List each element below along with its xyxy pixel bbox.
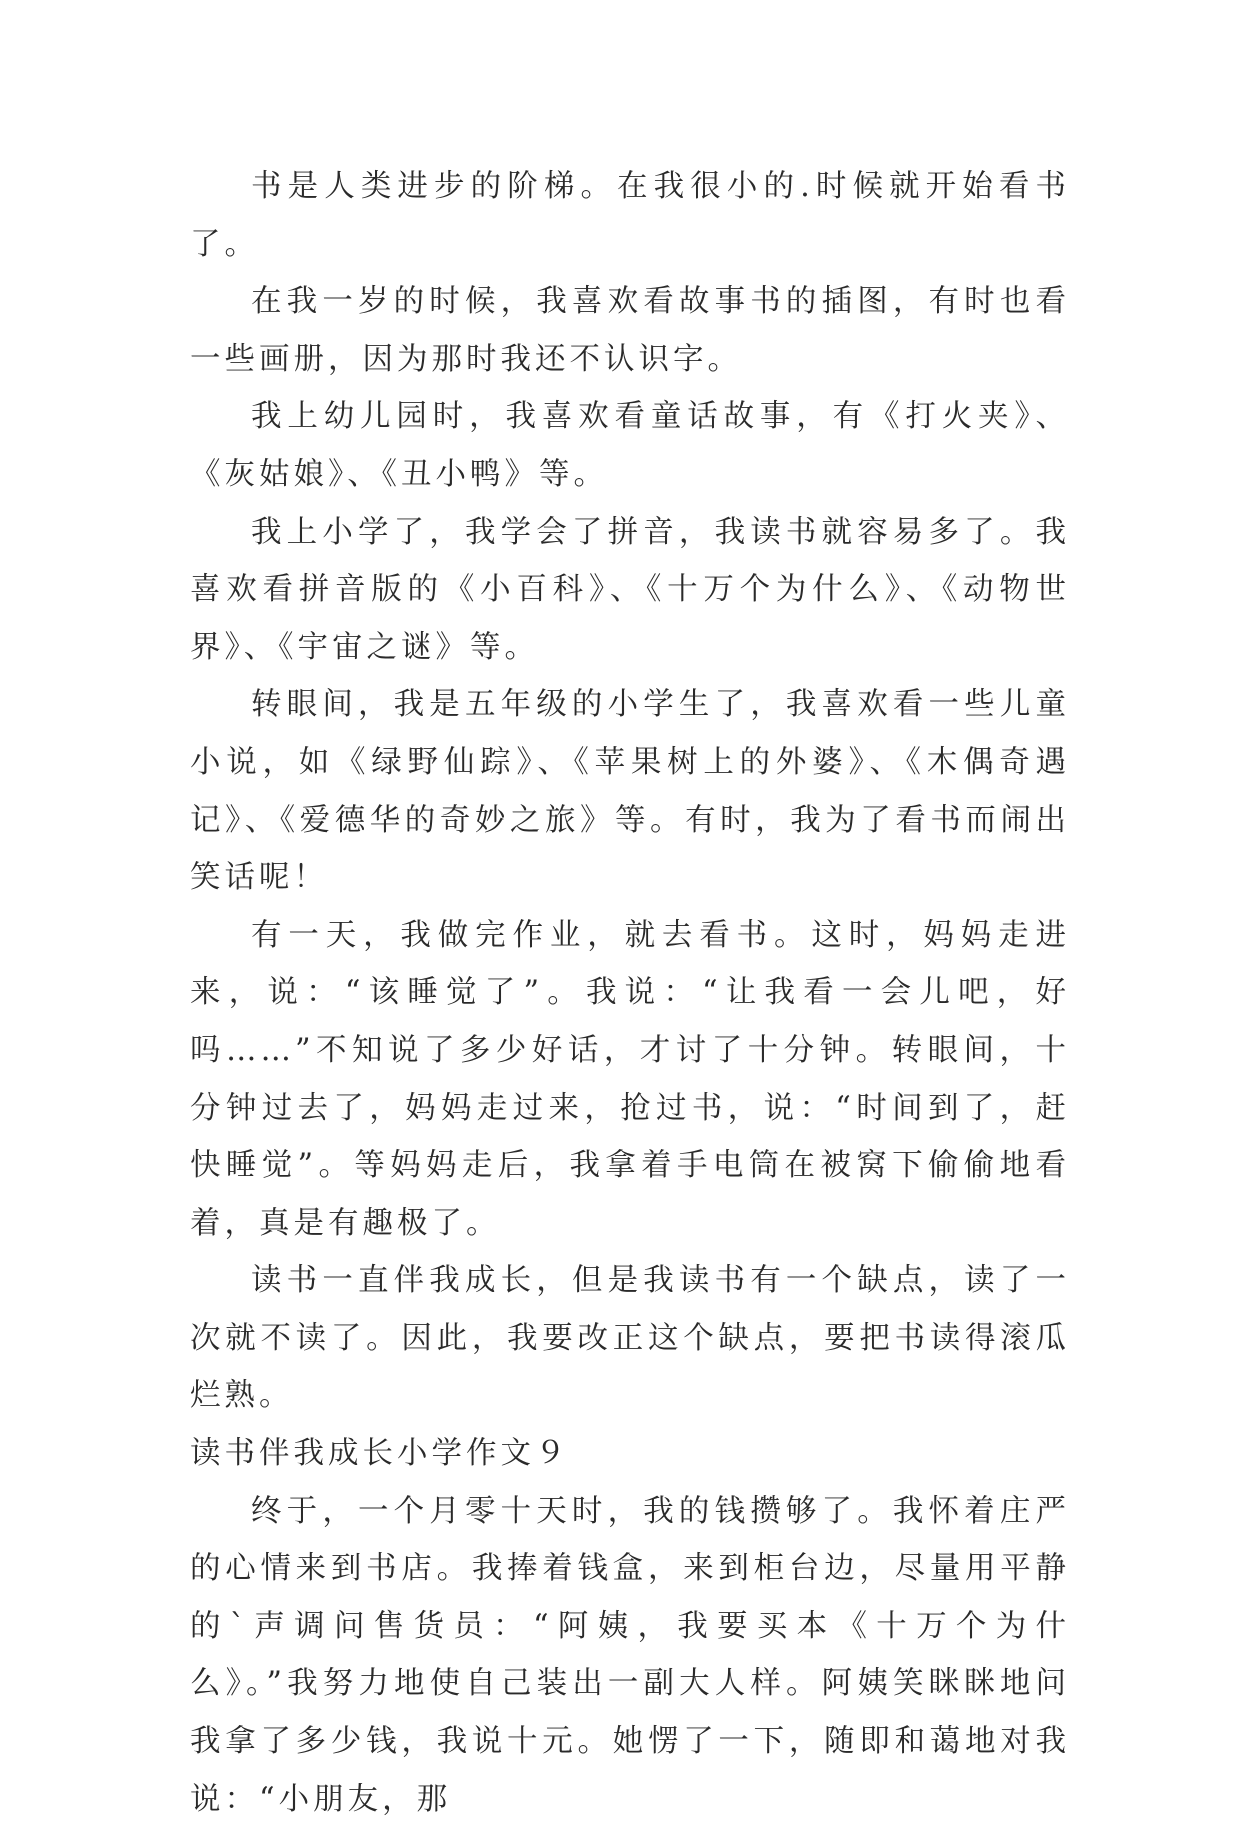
document-body bbox=[190, 158, 1070, 1828]
paragraph-4: 我上小学了，我学会了拼音，我读书就容易多了。我喜欢看拼音版的《小百科》、《十万个为什么》、《动物世界》、《宇宙之谜》等。 bbox=[190, 514, 1070, 665]
section-heading: 读书伴我成长小学作文９ bbox=[190, 1436, 570, 1472]
paragraph-3: 我上幼儿园时，我喜欢看童话故事，有《打火夹》、《灰姑娘》、《丑小鸭》等。 bbox=[190, 399, 1070, 492]
paragraph-7: 读书一直伴我成长，但是我读书有一个缺点，读了一次就不读了。因此，我要改正这个缺点，要把书读得滚瓜烂熟。 bbox=[190, 1263, 1070, 1414]
paragraph-5: 转眼间，我是五年级的小学生了，我喜欢看一些儿童小说，如《绿野仙踪》、《苹果树上的外婆》、《木偶奇遇记》、《爱德华的奇妙之旅》等。有时，我为了看书而闹出笑话呢！ bbox=[190, 687, 1070, 896]
paragraph-1: 书是人类进步的阶梯。在我很小的.时候就开始看书了。 bbox=[190, 169, 1070, 262]
paragraph-8: 终于，一个月零十天时，我的钱攒够了。我怀着庄严的心情来到书店。我捧着钱盒，来到柜台边，尽量用平静的`声调问售货员：“阿姨，我要买本《十万个为什么》。”我努力地使自己装出一副大人样。阿姨笑眯眯地问我拿了多少钱，我说十元。她愣了一下，随即和蔼地对我说：“小朋友，那 bbox=[190, 1493, 1070, 1817]
paragraph-2: 在我一岁的时候，我喜欢看故事书的插图，有时也看一些画册，因为那时我还不认识字。 bbox=[190, 284, 1070, 377]
paragraph-6: 有一天，我做完作业，就去看书。这时，妈妈走进来，说：“该睡觉了”。我说：“让我看一会儿吧，好吗……”不知说了多少好话，才讨了十分钟。转眼间，十分钟过去了，妈妈走过来，抢过书，说：“时间到了，赶快睡觉”。等妈妈走后，我拿着手电筒在被窝下偷偷地看着，真是有趣极了。 bbox=[190, 917, 1070, 1241]
